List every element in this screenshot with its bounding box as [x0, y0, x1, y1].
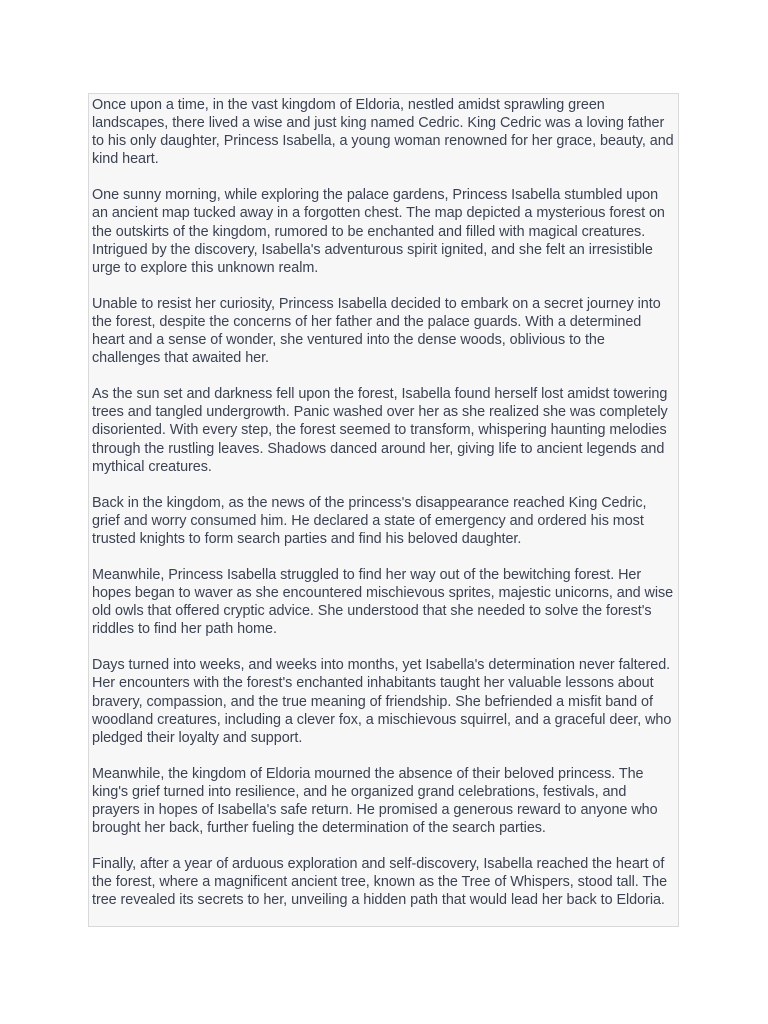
paragraph-5: Back in the kingdom, as the news of the princess's disappearance reached King Cedric, grief and worry consumed him. He declared a state of emergency and ordered his most trusted knights to form search parties and find his beloved daughter. [92, 494, 647, 547]
paragraph-4: As the sun set and darkness fell upon the forest, Isabella found herself lost amidst towering trees and tangled undergrowth. Panic washed over her as she realized she was completely disoriented. With every step, the forest seemed to transform, whispering haunting melodies through the rustling leaves. Shadows danced around her, giving life to ancient legends and mythical creatures. [92, 386, 668, 475]
paragraph-3: Unable to resist her curiosity, Princess Isabella decided to embark on a secret journey into the forest, despite the concerns of her father and the palace guards. With a determined heart and a sense of wonder, she ventured into the dense woods, oblivious to the challenges that awaited her. [92, 295, 661, 367]
paragraph-9: Finally, after a year of arduous exploration and self-discovery, Isabella reached the heart of the forest, where a magnificent ancient tree, known as the Tree of Whispers, stood tall. The tree revealed its secrets to her, unveiling a hidden path that would lead her back to Eldoria. [92, 856, 668, 909]
paragraph-8: Meanwhile, the kingdom of Eldoria mourned the absence of their beloved princess. The king's grief turned into resilience, and he organized grand celebrations, festivals, and prayers in hopes of Isabella's safe return. He promised a generous reward to anyone who brought her back, further fueling the determination of the search parties. [92, 765, 658, 837]
paragraph-6: Meanwhile, Princess Isabella struggled to find her way out of the bewitching forest. Her hopes began to waver as she encountered mischievous sprites, majestic unicorns, and wise old owls that offered cryptic advice. She understood that she needed to solve the forest's riddles to find her path home. [92, 566, 674, 638]
paragraph-7: Days turned into weeks, and weeks into months, yet Isabella's determination never faltered. Her encounters with the forest's enchanted inhabitants taught her valuable lessons about bravery, compassion, and the true meaning of friendship. She befriended a misfit band of woodland creatures, including a clever fox, a mischievous squirrel, and a graceful deer, who pledged their loyalty and support. [92, 657, 672, 746]
paragraph-1: Once upon a time, in the vast kingdom of Eldoria, nestled amidst sprawling green landscapes, there lived a wise and just king named Cedric. King Cedric was a loving father to his only daughter, Princess Isabella, a young woman renowned for her grace, beauty, and kind heart. [92, 97, 674, 168]
paragraph-2: One sunny morning, while exploring the palace gardens, Princess Isabella stumbled upon an ancient map tucked away in a forgotten chest. The map depicted a mysterious forest on the outskirts of the kingdom, rumored to be enchanted and filled with magical creatures. Intrigued by the discovery, Isabella's adventurous spirit ignited, and she felt an irresistible urge to explore this unknown realm. [92, 187, 665, 276]
story-text-box [88, 93, 679, 927]
